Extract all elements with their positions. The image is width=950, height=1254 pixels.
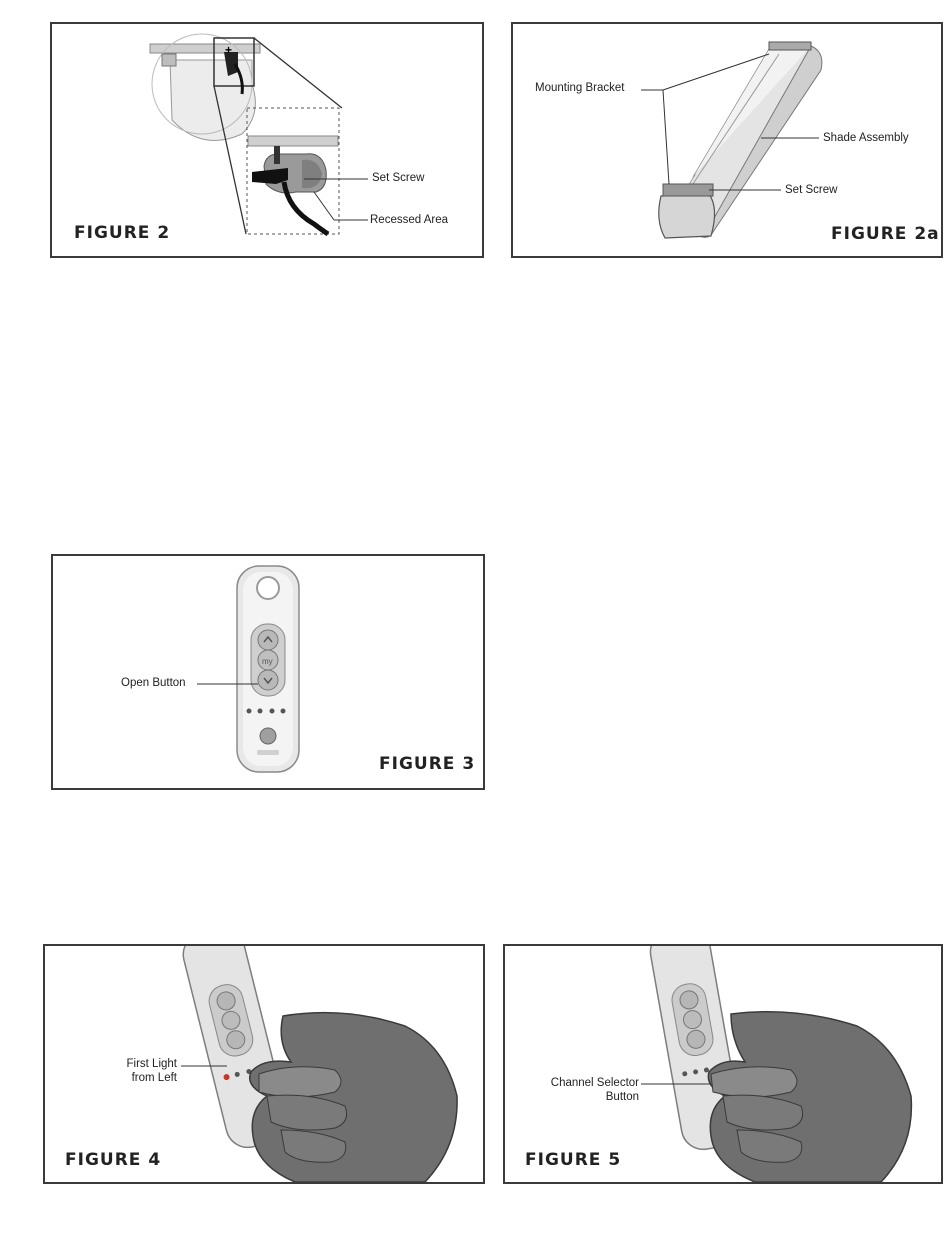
recessed-area-label: Recessed Area (370, 214, 448, 226)
figure-2-title: FIGURE 2 (74, 223, 171, 243)
figure-5-title: FIGURE 5 (525, 1150, 622, 1170)
figure-4-panel (43, 944, 485, 1184)
figure-2-panel (50, 22, 484, 258)
channel-selector-label-line1: Channel Selector (550, 1077, 639, 1089)
mounting-bracket-label: Mounting Bracket (535, 82, 625, 94)
figure-3-panel (51, 554, 485, 790)
figure-4-title: FIGURE 4 (65, 1150, 162, 1170)
open-button-label: Open Button (121, 677, 186, 689)
svg-text:my: my (262, 657, 273, 666)
channel-selector-label-line2: Button (605, 1091, 639, 1103)
figure-2a-title: FIGURE 2a (831, 224, 940, 244)
first-light-label-line1: First Light (126, 1058, 177, 1070)
first-light-label-line2: from Left (131, 1072, 177, 1084)
figure-2a-panel (511, 22, 943, 258)
shade-assembly-label: Shade Assembly (823, 132, 909, 144)
figure-3-title: FIGURE 3 (379, 754, 476, 774)
figure-5-panel (503, 944, 943, 1184)
svg-text:+: + (225, 43, 233, 57)
set-screw-label: Set Screw (785, 184, 838, 196)
set-screw-label: Set Screw (372, 172, 425, 184)
figure-5-illustration (505, 946, 941, 1182)
